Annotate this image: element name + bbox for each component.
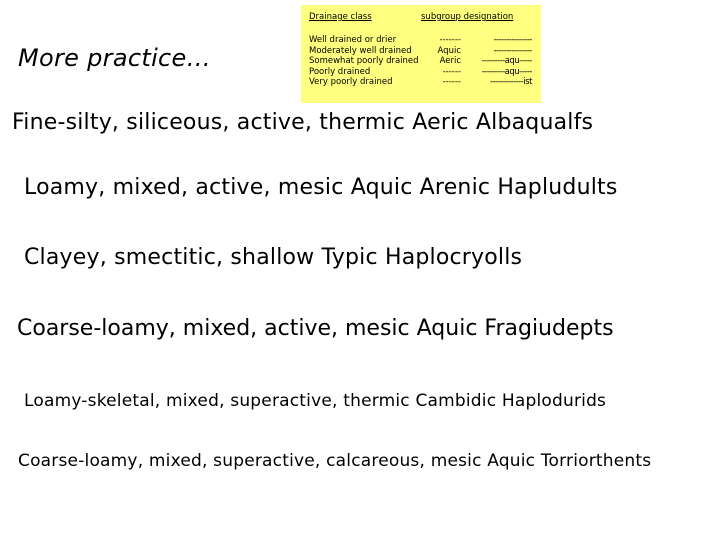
legend-suffix-cell: --------------- <box>493 45 532 56</box>
legend-class-cell: Poorly drained <box>309 66 371 77</box>
legend-prefix-cell: Aeric <box>439 56 461 66</box>
slide-title: More practice… <box>18 44 211 72</box>
practice-example-6: Coarse-loamy, mixed, superactive, calcareous, mesic Aquic Torriorthents <box>18 451 652 471</box>
practice-example-5: Loamy-skeletal, mixed, superactive, thermic Cambidic Haplodurids <box>24 391 607 411</box>
legend-prefix-column <box>429 35 461 88</box>
legend-suffix-cell: --------------- <box>493 35 532 45</box>
practice-example-4: Coarse-loamy, mixed, active, mesic Aquic Fragiudepts <box>17 316 614 341</box>
legend-class-cell: Moderately well drained <box>309 45 412 56</box>
legend-header-drainage-class: Drainage class <box>309 12 372 22</box>
legend-suffix-cell: ---------aqu----- <box>481 66 532 77</box>
legend-class-cell: Very poorly drained <box>309 77 393 87</box>
legend-header-subgroup: subgroup designation <box>421 12 514 22</box>
legend-prefix-cell: Aquic <box>437 45 461 56</box>
drainage-legend-box <box>301 5 541 103</box>
practice-example-2: Loamy, mixed, active, mesic Aquic Arenic Hapludults <box>24 175 618 200</box>
legend-class-cell: Well drained or drier <box>309 35 397 45</box>
legend-prefix-cell: ------ <box>442 77 461 87</box>
legend-class-column <box>309 35 419 88</box>
legend-suffix-cell: -------------ist <box>490 77 532 87</box>
practice-example-1: Fine-silty, siliceous, active, thermic Aeric Albaqualfs <box>12 110 594 135</box>
legend-prefix-cell: ------ <box>442 66 461 77</box>
legend-class-cell: Somewhat poorly drained <box>309 56 419 66</box>
legend-suffix-column <box>466 35 532 88</box>
practice-example-3: Clayey, smectitic, shallow Typic Haplocryolls <box>24 245 523 270</box>
legend-prefix-cell: ------- <box>439 35 461 45</box>
legend-suffix-cell: ---------aqu----- <box>481 56 532 66</box>
